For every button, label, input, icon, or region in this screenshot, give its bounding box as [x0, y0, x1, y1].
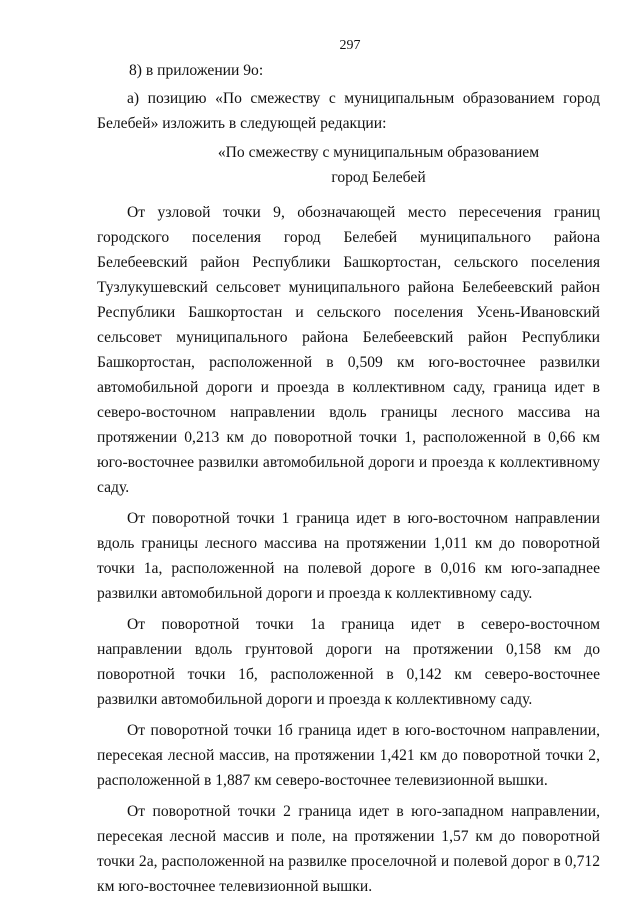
paragraph-3: От поворотной точки 1а граница идет в северо-восточном направлении вдоль грунтовой дороги на протяжении 0,158 км до поворотной точки 1б, расположенной в 0,142 км северо-восточнее развилки автомобильной дороги и проезда к коллективному саду. [97, 616, 600, 708]
paragraph-4: От поворотной точки 1б граница идет в юго-восточном направлении, пересекая лесной массив, на протяжении 1,421 км до поворотной точки 2, расположенной в 1,887 км северо-восточнее телевизионной вышки. [97, 722, 600, 789]
item-a: а) позицию «По смежеству с муниципальным образованием город Белебей» изложить в следующей редакции: [97, 90, 600, 132]
page-number: 297 [339, 38, 361, 53]
item-8: 8) в приложении 9о: [129, 62, 264, 79]
section-heading-line-2: город Белебей [331, 169, 426, 186]
section-heading [97, 140, 600, 190]
paragraph-5: От поворотной точки 2 граница идет в юго-западном направлении, пересекая лесной массив и поле, на протяжении 1,57 км до поворотной точки 2а, расположенной на развилке проселочной и полевой дорог в 0,712 км юго-восточнее телевизионной вышки. [97, 803, 600, 895]
section-heading-line-1: «По смежеству с муниципальным образованием [217, 144, 540, 161]
document-body [97, 58, 600, 899]
paragraph-2: От поворотной точки 1 граница идет в юго-восточном направлении вдоль границы лесного массива на протяжении 1,011 км до поворотной точки 1а, расположенной на полевой дороге в 0,016 км юго-западнее развилки автомобильной дороги и проезда к коллективному саду. [97, 510, 600, 602]
paragraph-1: От узловой точки 9, обозначающей место пересечения границ городского поселения город Белебей муниципального района Белебеевский район Республики Башкортостан, сельского поселения Тузлукушевский сельсовет муниципального района Белебеевский район Республики Башкортостан и сельского поселения Усень-Ивановский сельсовет муниципального района Белебеевский район Республики Башкортостан, расположенной в 0,509 км юго-восточнее развилки автомобильной дороги и проезда в коллективном саду, граница идет в северо-восточном направлении вдоль границы лесного массива на протяжении 0,213 км до поворотной точки 1, расположенной в 0,66 км юго-восточнее развилки автомобильной дороги и проезда к коллективному саду. [97, 204, 600, 496]
